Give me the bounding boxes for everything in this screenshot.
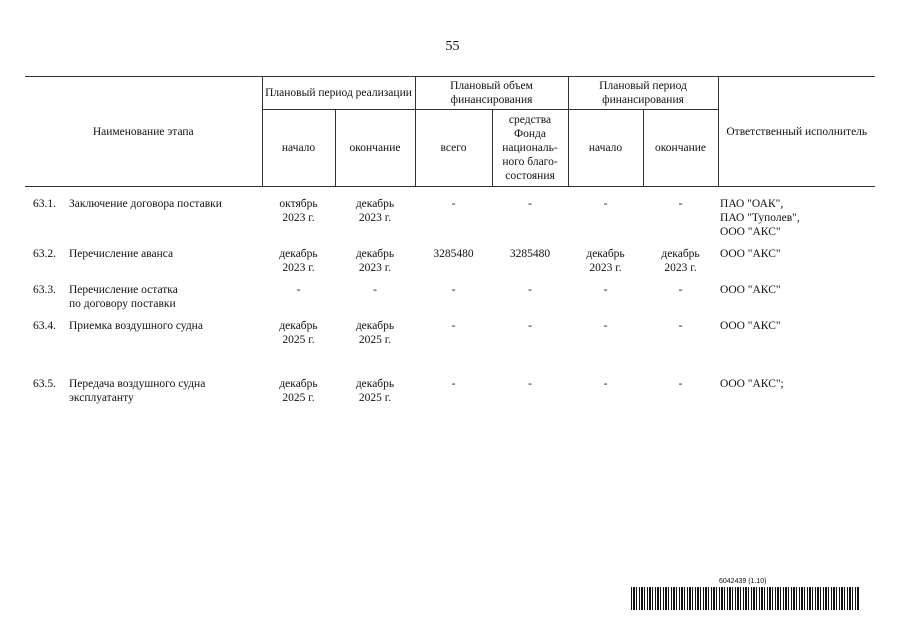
header-fund-line: средства [508,114,552,126]
row-impl-start-line: 2025 г. [282,392,315,404]
header-fund-line: Фонда [514,128,546,140]
row-responsible: ООО "АКС"; [720,378,784,390]
header-stage-name: Наименование этапа [25,77,262,187]
header-total: всего [415,110,492,187]
header-fund [492,110,568,187]
row-impl-start-line: декабрь [279,248,318,260]
row-name: Заключение договора поставки [69,198,222,210]
header-fund-line: состояния [505,170,555,182]
row-fin-end: - [678,320,683,332]
row-fin-start: - [603,378,608,390]
row-impl-end [335,193,415,243]
row-impl-start-line: октябрь [279,198,318,210]
row-impl-end-line: 2025 г. [358,392,392,404]
row-impl-end [335,315,415,373]
row-fund: - [528,320,532,332]
row-impl-start [262,315,335,373]
row-responsible-line: ООО "АКС" [720,226,781,238]
row-impl-end-line: декабрь [355,248,395,260]
header-fin-end: окончание [643,110,718,187]
row-name-line: Передача воздушного судна [69,378,206,390]
table-row [25,315,875,373]
header-fin-start: начало [568,110,643,187]
table-row [25,243,875,279]
row-name [67,373,262,409]
row-impl-end: - [373,284,377,296]
row-name: Перечисление аванса [69,248,174,260]
row-impl-end-line: декабрь [355,320,395,332]
barcode-text: 6042439 (1.10) [719,578,767,585]
row-total: - [451,198,456,210]
row-responsible: ООО "АКС" [720,284,781,296]
row-fin-end: - [678,378,683,390]
header-impl-start: начало [262,110,335,187]
row-number: 63.3. [33,284,56,296]
row-total: - [451,284,456,296]
row-fin-start: - [603,320,608,332]
row-fund: 3285480 [509,248,551,260]
row-impl-end [335,243,415,279]
row-number: 63.4. [33,320,56,332]
row-fin-end: - [678,198,683,210]
row-fin-end [643,243,718,279]
row-responsible: ООО "АКС" [720,248,781,260]
row-name [67,279,262,315]
page-number: 55 [445,39,460,54]
row-name-line: Перечисление остатка [69,284,178,296]
header-responsible: Ответственный исполнитель [718,77,875,187]
document-barcode [631,578,859,614]
row-name-line: по договору поставки [69,298,176,310]
row-total: - [451,378,456,390]
row-impl-start-line: 2025 г. [282,334,315,346]
header-impl-end: окончание [335,110,415,187]
row-number: 63.5. [33,378,56,390]
row-total: 3285480 [433,248,474,260]
row-impl-end-line: 2023 г. [358,262,392,274]
row-impl-start: - [296,284,301,296]
row-fund: - [528,284,532,296]
row-fund: - [528,378,532,390]
header-financing-period: Плановый период финансирования [568,77,718,110]
row-impl-start [262,193,335,243]
row-impl-start-line: декабрь [279,378,318,390]
row-impl-end-line: 2025 г. [358,334,392,346]
row-fin-end: - [678,284,683,296]
header-financing-volume: Плановый объем финансирования [415,77,568,110]
stages-table [25,76,875,409]
row-impl-end [335,373,415,409]
row-impl-end-line: декабрь [355,378,395,390]
header-fund-line: националь- [502,142,558,154]
row-fin-end-line: декабрь [661,248,700,260]
row-impl-start-line: декабрь [279,320,318,332]
row-fin-start [568,243,643,279]
row-impl-start [262,373,335,409]
row-number: 63.1. [33,198,56,210]
row-fin-start-line: 2023 г. [589,262,622,274]
row-impl-start [262,243,335,279]
row-impl-start-line: 2023 г. [282,262,315,274]
row-fin-start: - [603,284,608,296]
row-fin-end-line: 2023 г. [664,262,697,274]
barcode-bars [631,587,859,610]
row-responsible: ООО "АКС" [720,320,781,332]
table-row [25,279,875,315]
table-row [25,193,875,243]
row-responsible-line: ПАО "Туполев", [720,212,800,224]
row-total: - [451,320,456,332]
header-implementation-period: Плановый период реализации [262,77,415,110]
row-number: 63.2. [33,248,56,260]
row-responsible-line: ПАО "ОАК", [720,198,784,210]
row-impl-start-line: 2023 г. [282,212,315,224]
row-fin-start: - [603,198,608,210]
table-row [25,373,875,409]
row-impl-end-line: 2023 г. [358,212,392,224]
row-fund: - [528,198,532,210]
row-name-line: эксплуатанту [69,392,134,404]
row-name: Приемка воздушного судна [69,320,203,332]
row-fin-start-line: декабрь [586,248,625,260]
header-fund-line: ного благо- [502,156,558,168]
row-impl-end-line: декабрь [355,198,395,210]
row-responsible [718,193,875,243]
